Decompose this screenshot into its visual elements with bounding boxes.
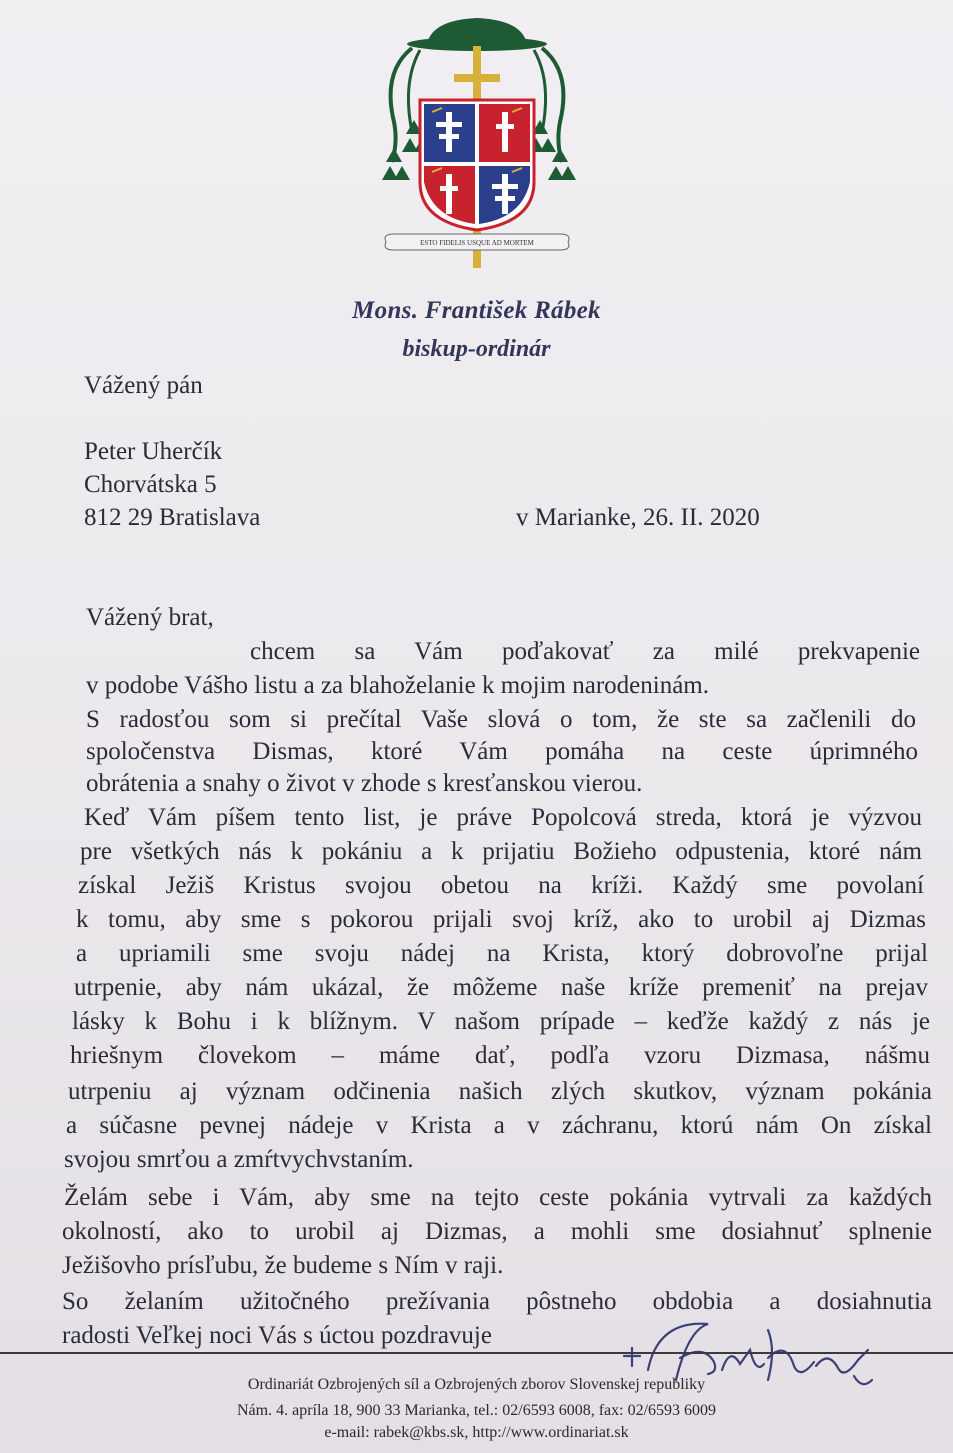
recipient-name: Peter Uherčík (84, 438, 223, 465)
body-line: svojou smrťou a zmŕtvychvstaním. (64, 1146, 414, 1173)
footer-contact: e-mail: rabek@kbs.sk, http://www.ordinariat.sk (324, 1424, 629, 1441)
body-line: získal Ježiš Kristus svojou obetou na kríži. Každý sme povolaní (78, 872, 924, 899)
body-line: a súčasne pevnej nádeje v Krista a v záchranu, ktorú nám On získal (66, 1112, 932, 1139)
body-line: a upriamili sme svoju nádej na Krista, ktorý dobrovoľne prijal (76, 940, 928, 967)
motto-text: ESTO FIDELIS USQUE AD MORTEM (420, 239, 534, 247)
body-line: lásky k Bohu i k blížnym. V našom prípade – keďže každý z nás je (72, 1008, 930, 1035)
body-line: Želám sebe i Vám, aby sme na tejto ceste pokánia vytrvali za každých (64, 1184, 932, 1211)
body-line: radosti Veľkej noci Vás s úctou pozdravuje (62, 1322, 492, 1349)
letter-date: v Marianke, 26. II. 2020 (516, 504, 760, 531)
body-line: Keď Vám píšem tento list, je práve Popolcová streda, ktorá je výzvou (84, 804, 922, 831)
body-line: pre všetkých nás k pokániu a k prijatiu Božieho odpustenia, ktoré nám (80, 838, 922, 865)
footer-organization: Ordinariát Ozbrojených síl a Ozbrojených zborov Slovenskej republiky (247, 1376, 706, 1393)
sender-name: Mons. František Rábek (352, 297, 601, 324)
footer-address: Nám. 4. apríla 18, 900 33 Marianka, tel.: 02/6593 6008, fax: 02/6593 6009 (236, 1402, 717, 1419)
body-line: S radosťou som si prečítal Vaše slová o tom, že ste sa začlenili do (86, 706, 916, 733)
recipient-city: 812 29 Bratislava (84, 504, 261, 531)
sender-title: biskup-ordinár (402, 336, 551, 362)
body-line: utrpenie, aby nám ukázal, že môžeme naše kríže premeniť na prejav (74, 974, 928, 1001)
body-line: hriešnym človekom – máme dať, podľa vzoru Dizmasa, nášmu (70, 1042, 930, 1069)
recipient-street: Chorvátska 5 (84, 471, 217, 498)
salutation: Vážený pán (84, 372, 203, 399)
greeting: Vážený brat, (86, 604, 214, 631)
body-line: So želaním užitočného prežívania pôstneho obdobia a dosiahnutia (62, 1288, 932, 1315)
body-line: k tomu, aby sme s pokorou prijali svoj kríž, ako to urobil aj Dizmas (76, 906, 926, 933)
footer-divider (0, 1352, 953, 1354)
body-line: spoločenstva Dismas, ktoré Vám pomáha na ceste úprimného (86, 738, 918, 765)
body-line: chcem sa Vám poďakovať za milé prekvapenie (250, 638, 920, 665)
coat-of-arms-emblem (372, 12, 582, 274)
body-line: obrátenia a snahy o život v zhode s kresťanskou vierou. (86, 770, 643, 797)
body-line: v podobe Vášho listu a za blahoželanie k mojim narodeninám. (86, 672, 709, 699)
body-line: okolností, ako to urobil aj Dizmas, a mohli sme dosiahnuť splnenie (62, 1218, 932, 1245)
body-line: utrpeniu aj význam odčinenia našich zlých skutkov, význam pokánia (68, 1078, 932, 1105)
body-line: Ježišovho prísľubu, že budeme s Ním v raji. (62, 1252, 504, 1279)
